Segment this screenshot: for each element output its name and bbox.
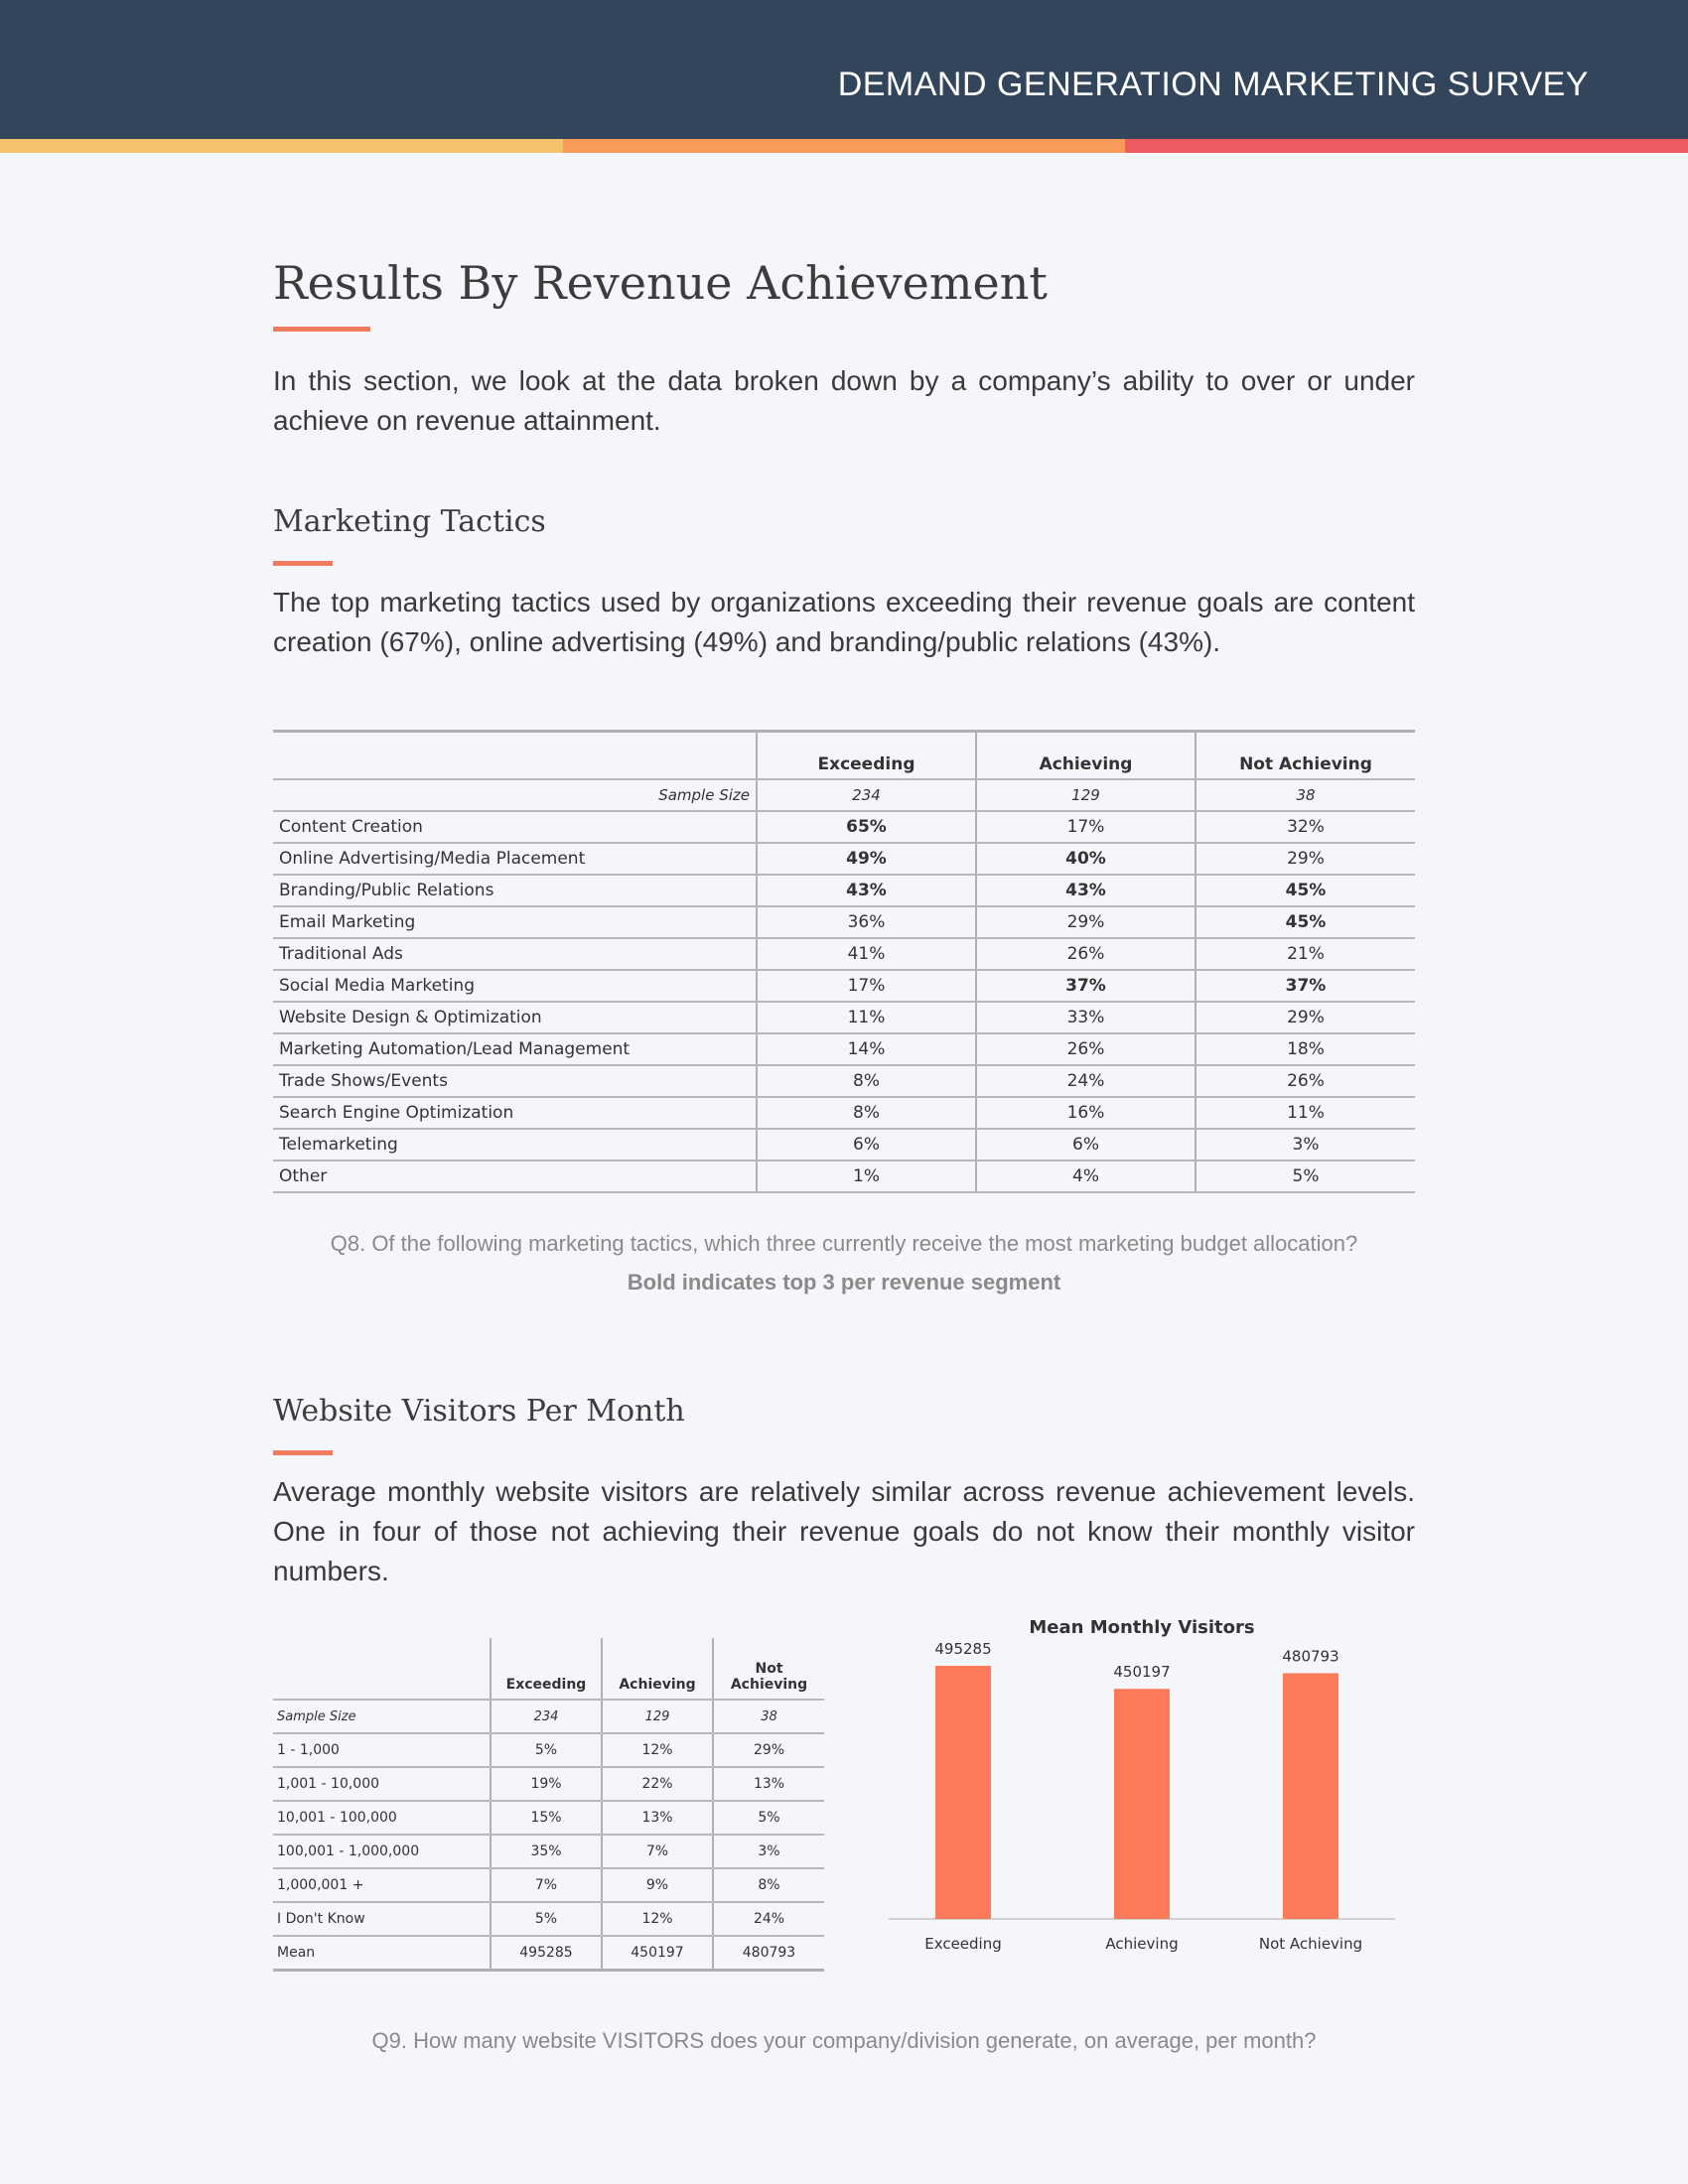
row-label: 10,001 - 100,000: [273, 1801, 491, 1835]
row-label: Marketing Automation/Lead Management: [273, 1033, 757, 1065]
row-value: 35%: [491, 1835, 602, 1868]
row-value: 5%: [491, 1733, 602, 1767]
table-row: [273, 1002, 1415, 1033]
row-value: 5%: [491, 1902, 602, 1936]
tactics-caption: Q8. Of the following marketing tactics, which three currently receive the most marketing budget allocation?: [330, 1231, 1358, 1256]
row-value: 5%: [1196, 1160, 1415, 1192]
table-row: [273, 1902, 824, 1936]
table-row: [273, 1097, 1415, 1129]
header-blank: [273, 732, 757, 779]
row-value: 29%: [1196, 843, 1415, 875]
row-value: 41%: [757, 938, 976, 970]
bar-exceeding: [935, 1666, 991, 1919]
row-value: 18%: [1196, 1033, 1415, 1065]
row-value: 13%: [713, 1767, 824, 1801]
row-label: Online Advertising/Media Placement: [273, 843, 757, 875]
col-achieving: Achieving: [976, 732, 1196, 779]
row-label: Email Marketing: [273, 906, 757, 938]
row-value: 3%: [1196, 1129, 1415, 1160]
stripe-orange: [563, 139, 1126, 153]
page-title: Results By Revenue Achievement: [273, 256, 1048, 310]
row-value: 21%: [1196, 938, 1415, 970]
table-row: [273, 1801, 824, 1835]
row-value: 450197: [602, 1936, 713, 1970]
table-row: [273, 1936, 824, 1970]
row-value: 495285: [491, 1936, 602, 1970]
table-row: [273, 1129, 1415, 1160]
row-value: 43%: [757, 875, 976, 906]
row-value: 24%: [713, 1902, 824, 1936]
sample-size-label: Sample Size: [273, 779, 757, 811]
row-label: Trade Shows/Events: [273, 1065, 757, 1097]
row-label: Telemarketing: [273, 1129, 757, 1160]
row-value: 45%: [1196, 875, 1415, 906]
row-label: Other: [273, 1160, 757, 1192]
row-value: 14%: [757, 1033, 976, 1065]
row-label: I Don't Know: [273, 1902, 491, 1936]
row-value: 26%: [976, 938, 1196, 970]
sample-achieving: 129: [602, 1700, 713, 1733]
row-value: 32%: [1196, 811, 1415, 843]
col-not-achieving: Not Achieving: [1196, 732, 1415, 779]
tactics-table: [273, 730, 1415, 1193]
row-label: Search Engine Optimization: [273, 1097, 757, 1129]
row-value: 11%: [1196, 1097, 1415, 1129]
table-row: [273, 1160, 1415, 1192]
row-value: 17%: [757, 970, 976, 1002]
page-header: [0, 0, 1688, 139]
table-row: [273, 1767, 824, 1801]
sample-size-row: [273, 1700, 824, 1733]
row-value: 6%: [976, 1129, 1196, 1160]
row-label: 100,001 - 1,000,000: [273, 1835, 491, 1868]
row-label: Content Creation: [273, 811, 757, 843]
row-value: 26%: [976, 1033, 1196, 1065]
row-label: 1,001 - 10,000: [273, 1767, 491, 1801]
col-not-achieving: Not Achieving: [713, 1638, 824, 1700]
table-row: [273, 1835, 824, 1868]
color-stripe: [0, 139, 1688, 153]
table-row: [273, 1065, 1415, 1097]
mean-monthly-visitors-chart: [874, 1603, 1410, 1971]
chart-title: Mean Monthly Visitors: [1029, 1617, 1255, 1638]
tactics-text: The top marketing tactics used by organizations exceeding their revenue goals are content creation (67%), online advertising (49%) and branding/public relations (43%).: [273, 587, 1415, 657]
bar-data-label: 450197: [1113, 1663, 1171, 1682]
bar-data-label: 495285: [934, 1640, 992, 1659]
row-label: Social Media Marketing: [273, 970, 757, 1002]
sample-size-label: Sample Size: [273, 1700, 491, 1733]
row-value: 8%: [713, 1868, 824, 1902]
row-value: 37%: [976, 970, 1196, 1002]
row-value: 11%: [757, 1002, 976, 1033]
table-header-row: [273, 732, 1415, 779]
row-value: 22%: [602, 1767, 713, 1801]
visitors-heading: Website Visitors Per Month: [273, 1394, 685, 1429]
row-value: 7%: [491, 1868, 602, 1902]
table-row: [273, 1033, 1415, 1065]
table-row: [273, 875, 1415, 906]
row-value: 29%: [713, 1733, 824, 1767]
bar-achieving: [1114, 1689, 1170, 1919]
row-label: Branding/Public Relations: [273, 875, 757, 906]
row-value: 9%: [602, 1868, 713, 1902]
row-value: 43%: [976, 875, 1196, 906]
row-value: 65%: [757, 811, 976, 843]
row-value: 33%: [976, 1002, 1196, 1033]
tactics-underline: [273, 561, 333, 566]
row-value: 49%: [757, 843, 976, 875]
row-value: 480793: [713, 1936, 824, 1970]
table-row: [273, 906, 1415, 938]
stripe-red: [1125, 139, 1688, 153]
row-value: 40%: [976, 843, 1196, 875]
tactics-heading: Marketing Tactics: [273, 504, 546, 539]
row-label: 1 - 1,000: [273, 1733, 491, 1767]
row-value: 7%: [602, 1835, 713, 1868]
row-value: 8%: [757, 1065, 976, 1097]
visitors-text: Average monthly website visitors are relatively similar across revenue achievement levels. One in four of those not achieving their revenue goals do not know their monthly visitor numbers.: [273, 1476, 1415, 1586]
row-value: 16%: [976, 1097, 1196, 1129]
row-value: 17%: [976, 811, 1196, 843]
table-row: [273, 1733, 824, 1767]
category-label: Exceeding: [924, 1935, 1002, 1953]
row-value: 6%: [757, 1129, 976, 1160]
col-achieving: Achieving: [602, 1638, 713, 1700]
sample-achieving: 129: [976, 779, 1196, 811]
header-title: DEMAND GENERATION MARKETING SURVEY: [837, 66, 1589, 103]
row-value: 13%: [602, 1801, 713, 1835]
bar-not-achieving: [1283, 1673, 1338, 1919]
row-value: 1%: [757, 1160, 976, 1192]
row-value: 5%: [713, 1801, 824, 1835]
header-blank: [273, 1638, 491, 1700]
row-value: 15%: [491, 1801, 602, 1835]
row-label: Website Design & Optimization: [273, 1002, 757, 1033]
row-value: 19%: [491, 1767, 602, 1801]
tactics-caption-note: Bold indicates top 3 per revenue segment: [627, 1270, 1061, 1295]
intro-text: In this section, we look at the data broken down by a company’s ability to over or under achieve on revenue attainment.: [273, 365, 1415, 436]
category-label: Not Achieving: [1258, 1935, 1363, 1953]
col-exceeding: Exceeding: [757, 732, 976, 779]
table-row: [273, 811, 1415, 843]
row-label: Mean: [273, 1936, 491, 1970]
row-value: 45%: [1196, 906, 1415, 938]
row-value: 3%: [713, 1835, 824, 1868]
row-value: 26%: [1196, 1065, 1415, 1097]
row-value: 36%: [757, 906, 976, 938]
sample-not-achieving: 38: [713, 1700, 824, 1733]
sample-exceeding: 234: [491, 1700, 602, 1733]
category-label: Achieving: [1105, 1935, 1179, 1953]
visitors-caption: Q9. How many website VISITORS does your company/division generate, on average, per month?: [371, 2028, 1317, 2053]
row-value: 12%: [602, 1902, 713, 1936]
row-value: 29%: [1196, 1002, 1415, 1033]
sample-not-achieving: 38: [1196, 779, 1415, 811]
row-label: Traditional Ads: [273, 938, 757, 970]
sample-exceeding: 234: [757, 779, 976, 811]
bar-data-label: 480793: [1282, 1647, 1339, 1666]
table-row: [273, 843, 1415, 875]
table-row: [273, 938, 1415, 970]
table-row: [273, 1868, 824, 1902]
row-value: 12%: [602, 1733, 713, 1767]
table-header-row: [273, 1638, 824, 1700]
row-value: 24%: [976, 1065, 1196, 1097]
stripe-yellow: [0, 139, 563, 153]
row-value: 4%: [976, 1160, 1196, 1192]
row-label: 1,000,001 +: [273, 1868, 491, 1902]
title-underline: [273, 327, 370, 332]
row-value: 8%: [757, 1097, 976, 1129]
sample-size-row: [273, 779, 1415, 811]
visitors-table: [273, 1638, 824, 1972]
col-exceeding: Exceeding: [491, 1638, 602, 1700]
row-value: 29%: [976, 906, 1196, 938]
visitors-underline: [273, 1450, 333, 1455]
table-row: [273, 970, 1415, 1002]
row-value: 37%: [1196, 970, 1415, 1002]
